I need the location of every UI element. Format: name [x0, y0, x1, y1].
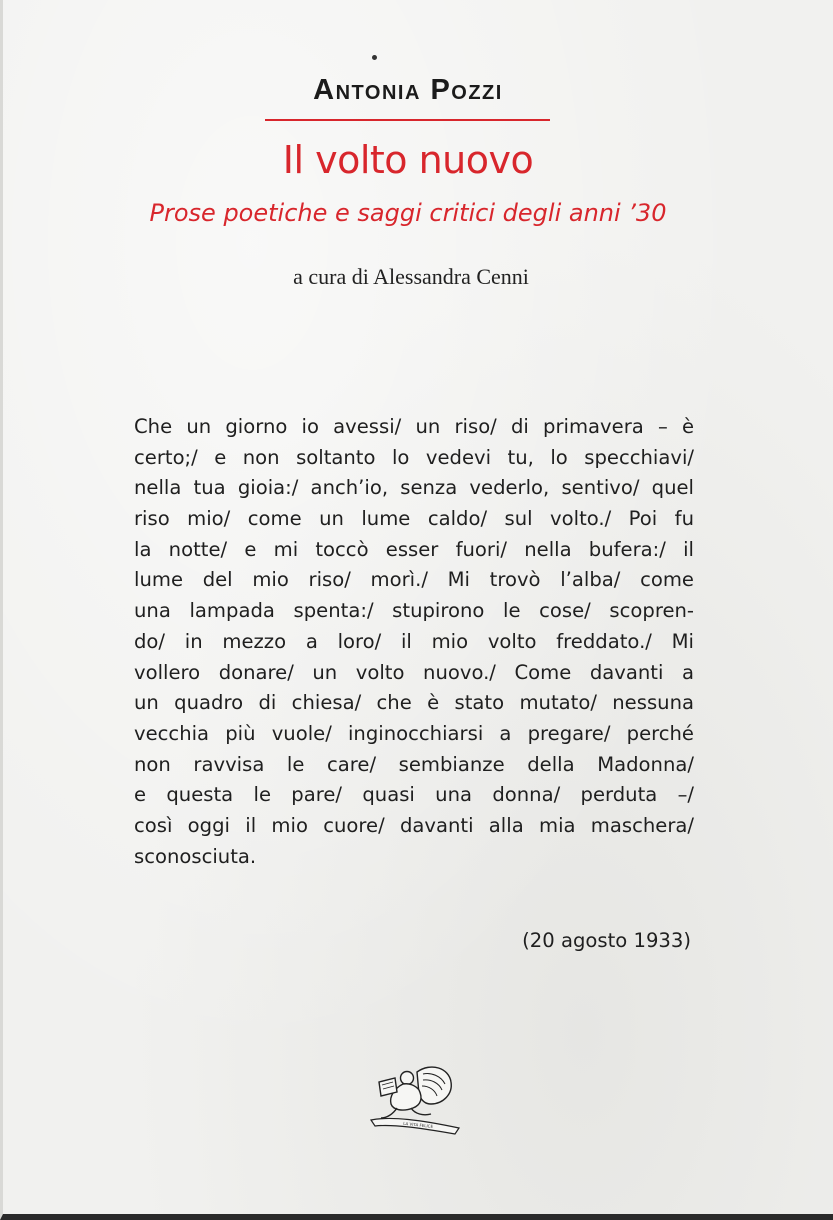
poem-line: così oggi il mio cuore/ davanti alla mia maschera/: [134, 813, 694, 837]
poem-line: riso mio/ come un lume caldo/ sul volto./ Poi fu: [134, 507, 694, 531]
poem-line: nella tua gioia:/ anch’io, senza vederlo, sentivo/ quel: [134, 476, 694, 500]
poem-line: lume del mio riso/ morì./ Mi trovò l’alba/ come: [134, 568, 694, 592]
poem-excerpt: [134, 412, 694, 872]
title-divider: [265, 119, 550, 121]
editor-credit: a cura di Alessandra Cenni: [293, 264, 529, 289]
poem-line: do/ in mezzo a loro/ il mio volto freddato./ Mi: [134, 629, 694, 653]
poem-line: e questa le pare/ quasi una donna/ perduta –/: [134, 783, 694, 807]
poem-line: certo;/ e non soltanto lo vedevi tu, lo specchiavi/: [134, 445, 694, 469]
book-subtitle: Prose poetiche e saggi critici degli anni ’30: [149, 199, 667, 227]
poem-line: Che un giorno io avessi/ un riso/ di primavera – è: [134, 415, 694, 438]
poem-line: vecchia più vuole/ inginocchiarsi a pregare/ perché: [134, 721, 694, 745]
poem-line: la notte/ e mi toccò esser fuori/ nella bufera:/ il: [134, 537, 694, 561]
publisher-motto: LA VITA FELICE: [402, 1120, 434, 1129]
poem-date: (20 agosto 1933): [522, 929, 691, 952]
publisher-logo-graphic: [365, 1058, 465, 1140]
print-speck: [372, 55, 377, 60]
poem-line: sconosciuta.: [134, 844, 257, 868]
publisher-logo: [365, 1058, 465, 1140]
book-title: Il volto nuovo: [282, 138, 534, 182]
poem-line: un quadro di chiesa/ che è stato mutato/ nessuna: [134, 691, 694, 715]
poem-line: vollero donare/ un volto nuovo./ Come davanti a: [134, 660, 694, 684]
author-name: Antonia Pozzi: [313, 74, 503, 106]
poem-line: non ravvisa le care/ sembianze della Madonna/: [134, 752, 694, 776]
poem-line: una lampada spenta:/ stupirono le cose/ scopren-: [134, 599, 694, 623]
